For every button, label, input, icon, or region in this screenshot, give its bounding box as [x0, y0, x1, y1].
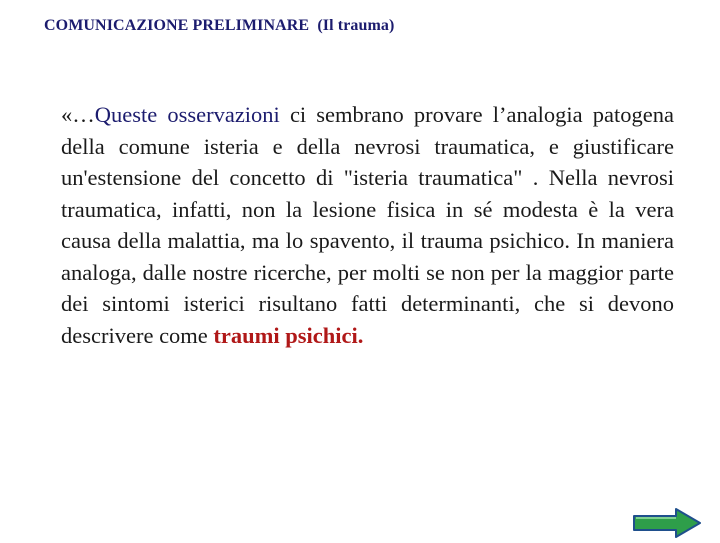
- quote-body: ci sembrano provare l’analogia patogena della comune isteria e della nevrosi traumatica, e giustificare un'estensione del concetto di "isteria traumatica" . Nella nevrosi traumatica, infatti, non la lesione fisica in sé modesta è la vera causa della malattia, ma lo spavento, il trauma psichico. In maniera analoga, dalle nostre ricerche, per molti se non per la maggior parte dei sintomi isterici risultano fatti determinanti, che si devono descrivere come: [61, 102, 675, 348]
- quote-open-mark: «…: [61, 102, 95, 127]
- right-arrow-icon: [632, 508, 702, 538]
- quote-paragraph: [61, 99, 674, 351]
- quote-highlight: Queste osservazioni: [94, 102, 280, 127]
- slide-title: COMUNICAZIONE PRELIMINARE (Il trauma): [44, 17, 395, 34]
- next-slide-button[interactable]: [632, 508, 702, 538]
- quote-emphasis: traumi psichici.: [213, 322, 364, 348]
